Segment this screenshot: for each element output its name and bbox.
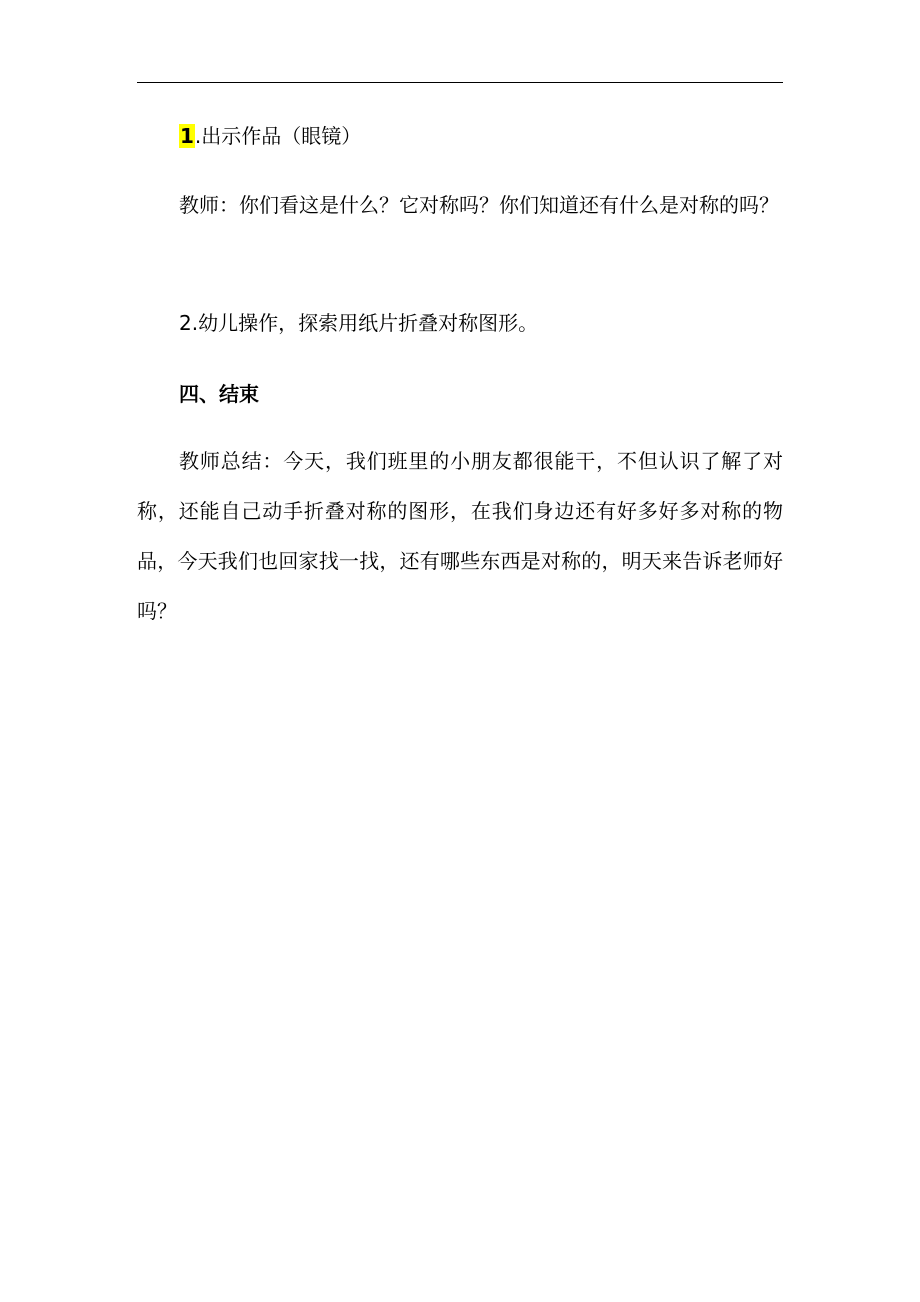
teacher-question-text: 教师：你们看这是什么？它对称吗？你们知道还有什么是对称的吗？ [179, 193, 779, 217]
header-rule [137, 82, 783, 83]
section-heading [137, 368, 783, 420]
item-2-paragraph [137, 297, 783, 349]
section-heading-text: 四、结束 [179, 382, 259, 406]
teacher-summary-text: 教师总结：今天，我们班里的小朋友都很能干，不但认识了解了对称，还能自己动手折叠对称的图形，在我们身边还有好多好多对称的物品，今天我们也回家找一找，还有哪些东西是对称的，明天来告诉老师好吗？ [137, 449, 783, 623]
item-1-text: .出示作品（眼镜） [194, 124, 362, 148]
teacher-summary-paragraph [137, 436, 783, 636]
teacher-question-paragraph [137, 180, 783, 230]
item-1-paragraph [137, 110, 783, 162]
item-1-number: 1 [180, 124, 194, 148]
item-2-text: 2.幼儿操作，探索用纸片折叠对称图形。 [179, 311, 539, 335]
